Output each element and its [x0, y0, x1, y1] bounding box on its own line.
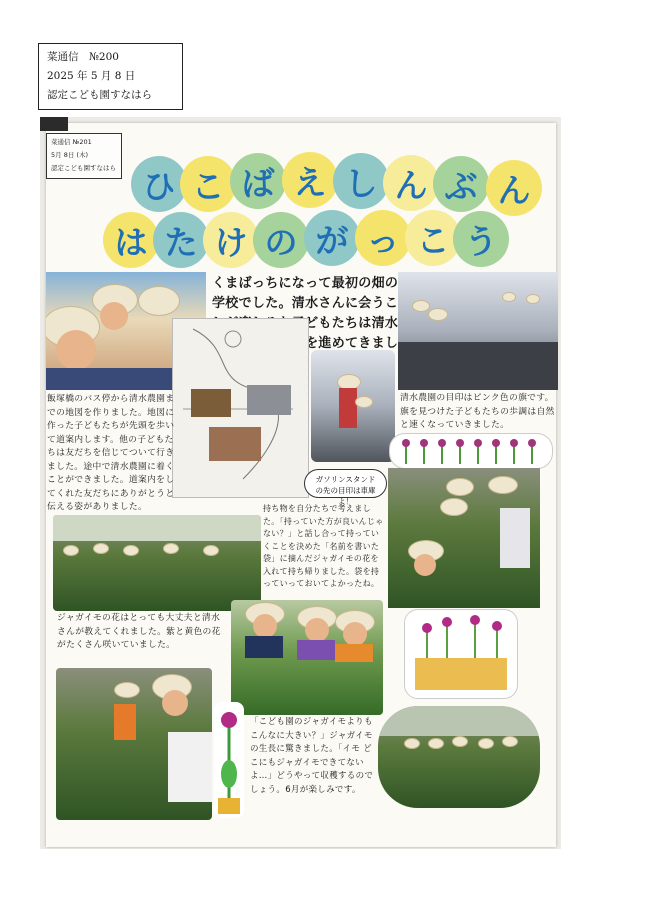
flowers-description: ジャガイモの花はとっても大丈夫と清水さんが教えてくれました。紫と黄色の花がたくさん咲いていました。 — [57, 613, 221, 650]
title-char: の — [253, 212, 309, 268]
bag-description: 持ち物を自分たちで考えました。「持っていた方が良いんじゃない？」と話し合って持っていくことを決めた「名前を書いた袋」に摘んだジャガイモの花を入れて持ち帰りました。袋を持っていっておいてよかったね。 — [263, 504, 384, 588]
title-char: っ — [355, 210, 411, 266]
newsletter-date: 2025 年 5 月 8 日 — [47, 70, 136, 82]
title-char: こ — [405, 210, 461, 266]
intro-text: くまばっちになって最初の畑の学校でした。清水さんに会うこ どもたちは清水 を進めてきまし — [212, 276, 399, 351]
title-char: こ — [180, 156, 236, 212]
mini-school: 認定こども園すなはら — [51, 164, 116, 172]
growth-description: 「こども園のジャガイモよりもこんなに大きい？」ジャガイモの生長に驚きました。「イモ どこにもジャガイモできてないよ…」どうやって収穫するのでしょう。6月が楽しみです。 — [250, 717, 374, 795]
potato-plant-drawing — [404, 609, 518, 699]
speech-bubble: ガソリンスタンドの先の目印は車庫よ！ — [304, 469, 387, 498]
title-char: う — [453, 211, 509, 267]
photo-greenhouse-kids — [378, 706, 540, 808]
mini-date: 5月 8日 (木) — [51, 151, 88, 159]
mini-number: 菜通信 №201 — [51, 138, 92, 146]
map-lines — [173, 319, 308, 497]
poster-mini-header — [46, 133, 122, 179]
title-char: え — [282, 152, 338, 208]
title-char: は — [103, 212, 159, 268]
school-name: 認定こども園すなはら — [47, 89, 152, 101]
title-char: ぶ — [433, 156, 489, 212]
walk-description: 清水農園の目印はピンク色の旗です。旗を見つけた子どもたちの歩調は自然と速くなっていきました。 — [400, 393, 555, 430]
title-char: し — [333, 153, 389, 209]
newsletter-header — [38, 43, 183, 110]
photo-three-kids — [231, 600, 383, 715]
photo-street-walk — [398, 272, 558, 390]
tape-strip — [40, 117, 68, 131]
title-char: た — [153, 212, 209, 268]
title-char: が — [304, 210, 360, 266]
tall-flower-drawing — [214, 702, 244, 818]
title-char: ひ — [131, 156, 187, 212]
title-char: ば — [230, 153, 286, 209]
photo-kids-plants — [56, 668, 212, 820]
photo-kids-picking — [388, 468, 540, 608]
map-description: 飯塚橋のバス停から清水農園までの地図を作りました。地図に作った子どもたちが先頭を歩いて道案内します。他の子どもたちは友だちを信じてついて行きました。途中で清水農園に着くことができました。道案内をしてくれた友だちにありがとうと伝える姿がありました。 — [47, 394, 175, 512]
title-char: ん — [486, 160, 542, 216]
flower-drawing-strip — [389, 433, 553, 469]
photo-gas-station — [311, 350, 395, 462]
hand-drawn-map — [172, 318, 309, 498]
title-char: ん — [383, 155, 439, 211]
newsletter-number: 菜通信 №200 — [47, 51, 119, 63]
photo-greenhouse-group — [53, 515, 261, 611]
title-char: け — [203, 212, 259, 268]
